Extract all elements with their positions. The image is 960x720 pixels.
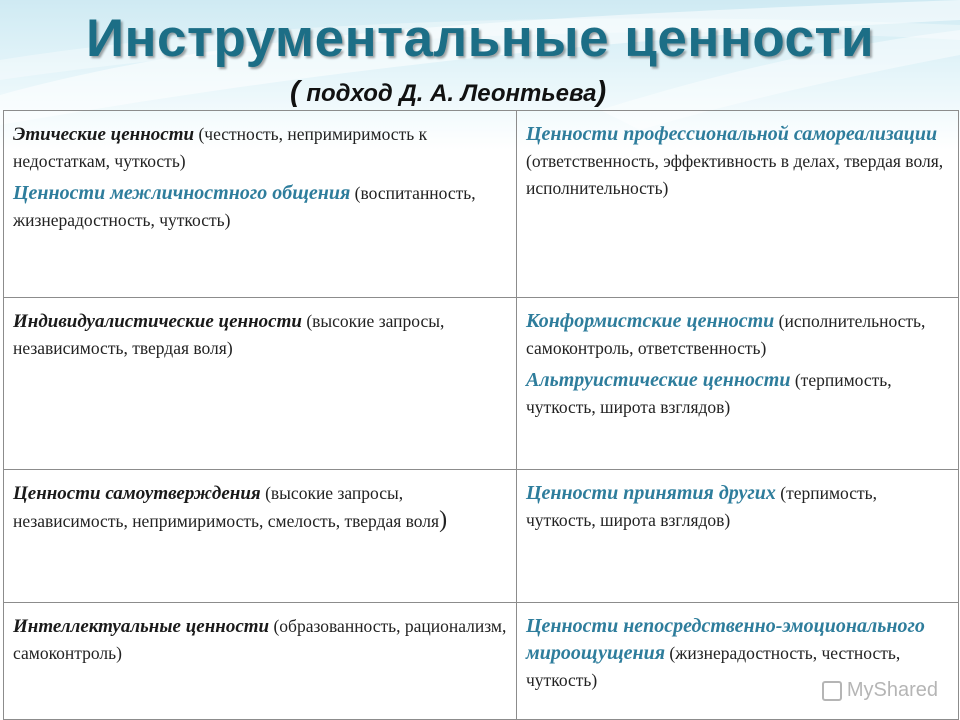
value-heading: Этические ценности [13,124,195,145]
value-description: (воспитанность, жизнерадостность, чуткость) [13,183,476,230]
value-heading: Ценности межличностного общения [13,182,351,204]
table-row [4,470,959,603]
table-cell-left [4,111,517,298]
slide-subtitle [290,76,606,109]
table-cell-left [4,470,517,603]
value-entry [526,121,950,202]
value-description: (исполнительность, самоконтроль, ответственность) [526,311,926,358]
value-entry [526,480,950,534]
table-row [4,603,959,720]
table-cell-left [4,603,517,720]
value-close-paren: ) [439,507,448,533]
value-description: (терпимость, чуткость, широта взглядов) [526,370,892,417]
value-description: (жизнерадостность, честность, чуткость) [526,643,901,690]
value-heading: Альтруистические ценности [526,369,791,391]
table-row [4,111,959,298]
value-entry [13,480,508,535]
table-cell-left [4,298,517,470]
watermark-text: MyShared [846,679,938,701]
watermark-logo-icon [822,681,842,701]
value-entry [13,308,508,362]
value-heading: Индивидуалистические ценности [13,311,302,332]
subtitle-open-paren: ( [290,76,300,108]
value-description: (честность, непримиримость к недостаткам, чуткость) [13,124,428,171]
slide-title: Инструментальные ценности [85,9,875,68]
subtitle-close-paren: ) [596,76,607,108]
value-heading: Ценности профессиональной самореализации [526,123,938,145]
value-heading: Ценности принятия других [526,482,776,504]
value-entry [13,613,508,667]
values-table [3,110,959,720]
table-row [4,298,959,470]
value-description: (образованность, рационализм, самоконтроль) [13,616,507,663]
value-entry [526,367,950,421]
table-cell-right [517,111,959,298]
value-entry [526,308,950,362]
value-description: (терпимость, чуткость, широта взглядов) [526,483,878,530]
table-cell-right [517,470,959,603]
value-entry [13,121,508,175]
value-heading: Ценности самоутверждения [13,483,261,504]
value-description: (высокие запросы, независимость, твердая воля) [13,311,445,358]
watermark [822,679,938,702]
value-heading: Интеллектуальные ценности [13,616,270,637]
value-heading: Ценности непосредственно-эмоционального мироощущения [526,615,925,664]
value-description: (ответственность, эффективность в делах, твердая воля, исполнительность) [526,151,944,198]
subtitle-text: подход Д. А. Леонтьева [299,80,597,107]
value-entry [13,180,508,234]
table-cell-right [517,298,959,470]
value-description: (высокие запросы, независимость, непримиримость, смелость, твердая воля [13,483,440,531]
value-heading: Конформистские ценности [526,310,775,332]
